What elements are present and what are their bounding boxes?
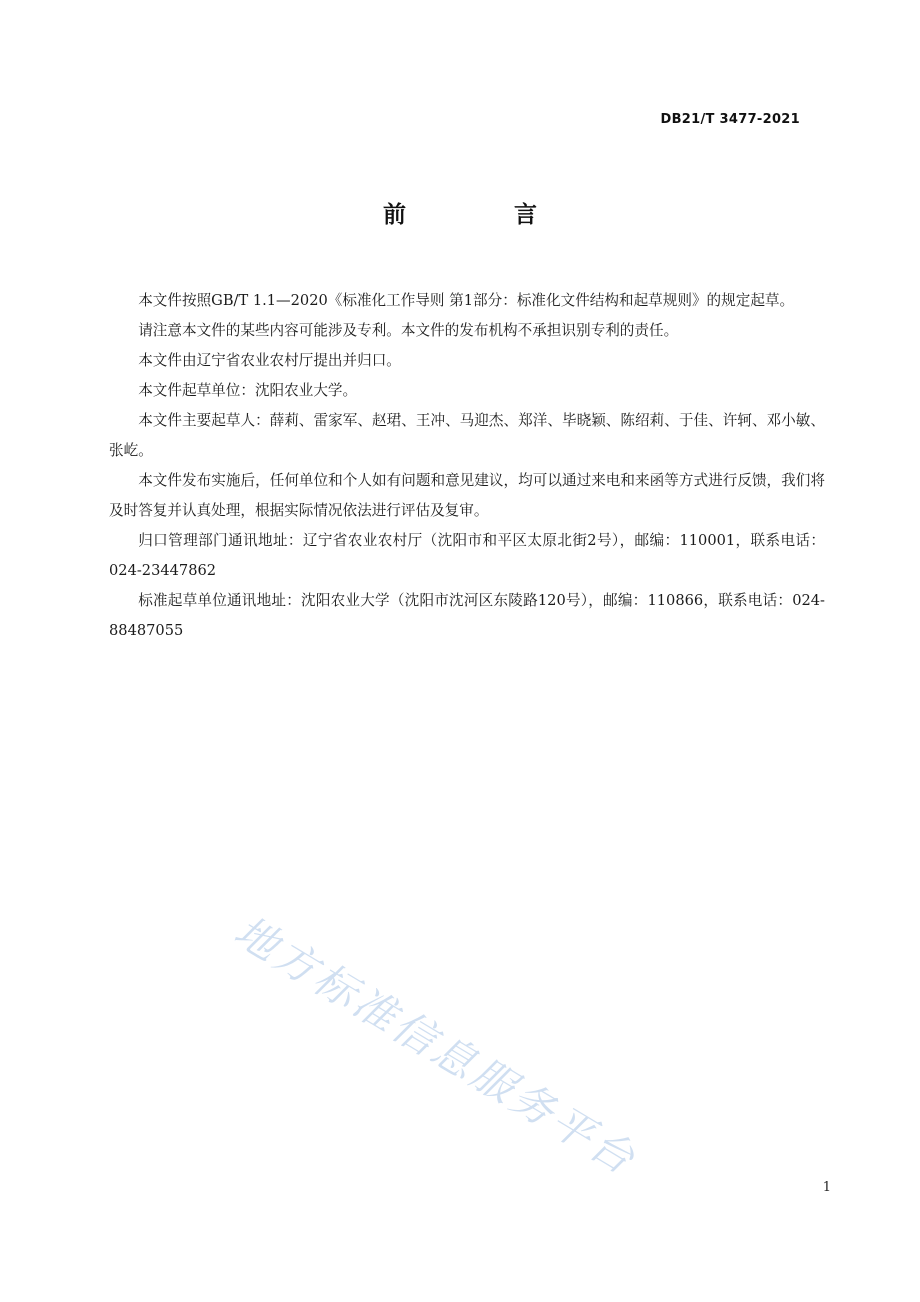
paragraph-patent-notice: 请注意本文件的某些内容可能涉及专利。本文件的发布机构不承担识别专利的责任。 xyxy=(138,322,679,339)
paragraph-drafter-address: 标准起草单位通讯地址：沈阳农业大学（沈阳市沈河区东陵路120号），邮编：110866，联系电话：024-88487055 xyxy=(109,592,825,639)
paragraph-drafting-rules: 本文件按照GB/T 1.1—2020《标准化工作导则 第1部分：标准化文件结构和起草规则》的规定起草。 xyxy=(138,292,795,309)
page-number: 1 xyxy=(822,1180,831,1195)
paragraph-drafting-unit: 本文件起草单位：沈阳农业大学。 xyxy=(138,382,358,399)
document-code: DB21/T 3477-2021 xyxy=(660,112,800,127)
paragraph-proposer: 本文件由辽宁省农业农村厅提出并归口。 xyxy=(138,352,401,369)
paragraph-feedback: 本文件发布实施后，任何单位和个人如有问题和意见建议，均可以通过来电和来函等方式进行反馈，我们将及时答复并认真处理，根据实际情况依法进行评估及复审。 xyxy=(109,472,825,519)
page-title: 前 言 xyxy=(382,202,587,228)
foreword-body xyxy=(109,286,825,646)
paragraph-management-address: 归口管理部门通讯地址：辽宁省农业农村厅（沈阳市和平区太原北街2号），邮编：110001，联系电话：024-23447862 xyxy=(109,532,825,579)
watermark: 地方标准信息服务平台 xyxy=(226,906,646,1186)
paragraph-drafters: 本文件主要起草人：薛莉、雷家军、赵珺、王冲、马迎杰、郑洋、毕晓颖、陈绍莉、于佳、许轲、邓小敏、张屹。 xyxy=(109,412,825,459)
